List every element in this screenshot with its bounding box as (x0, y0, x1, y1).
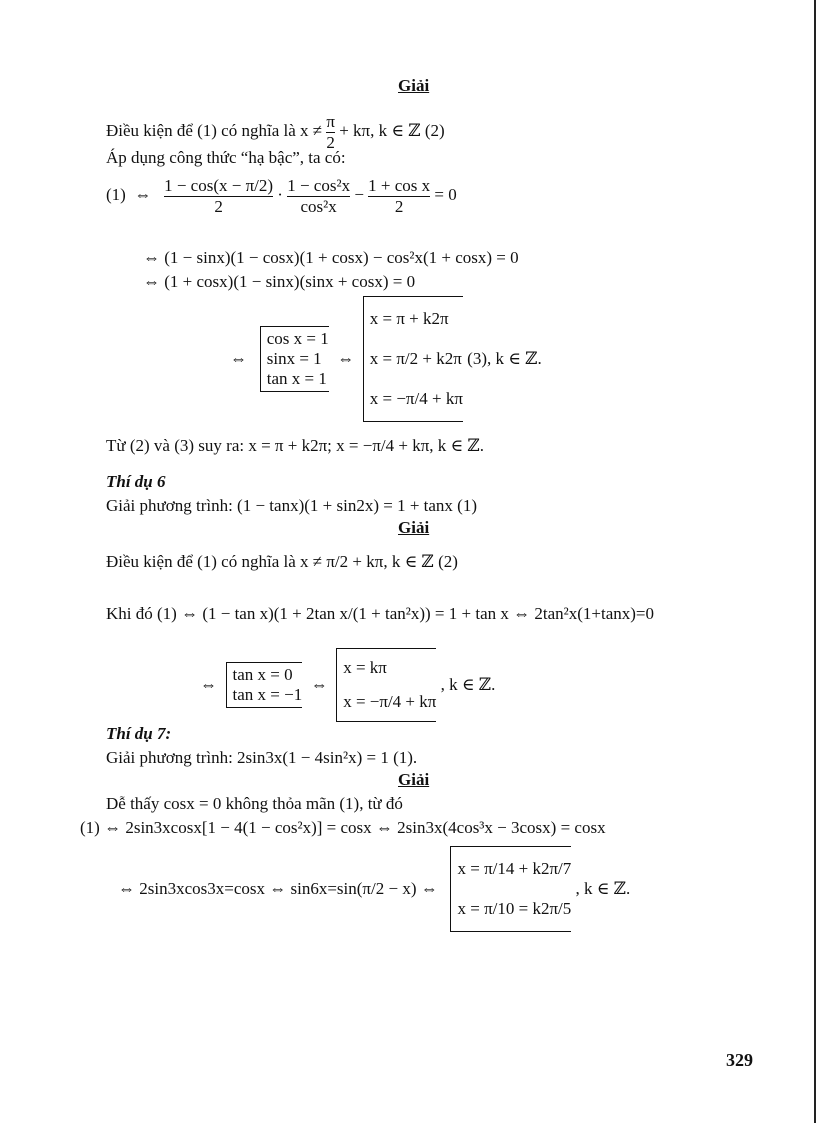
example-7-note: Dễ thấy cosx = 0 không thỏa mãn (1), từ đó (106, 794, 403, 813)
system-1-left-eq-2: sinx = 1 (266, 349, 322, 368)
example-7-problem: Giải phương trình: 2sin3x(1 − 4sin²x) = 1 (1). (106, 748, 418, 767)
example-6-step: Khi đó (1) ⇔ (1 − tan x)(1 + 2tan x/(1 + tan²x)) = 1 + tan x ⇔ 2tan²x(1+tanx)=0 (106, 604, 655, 623)
section-heading-3: Giải (398, 770, 430, 789)
system-3-tail: , k ∈ ℤ. (575, 879, 631, 898)
system-2-left (226, 662, 303, 708)
system-3-right-eq-2: x = π/10 = k2π/5 (457, 899, 572, 918)
system-3-right-eq-1: x = π/14 + k2π/7 (457, 859, 572, 878)
example-7-step-1: (1) ⇔ 2sin3xcosx[1 − 4(1 − cos²x)] = cosx ⇔ 2sin3x(4cos³x − 3cosx) = cosx (80, 818, 606, 837)
section-heading-2: Giải (398, 518, 430, 537)
system-1-left-eq-3: tan x = 1 (266, 369, 327, 388)
system-1-right-eq-1: x = π + k2π (369, 309, 449, 328)
system-1: ⇔ cos x = 1 sinx = 1 tan x = 1 ⇔ x = π + k2π x = π/2 + k2π x = −π/4 + kπ (3), k ∈ ℤ. (230, 296, 542, 422)
system-3 (118, 846, 630, 932)
system-1-right-eq-3: x = −π/4 + kπ (369, 389, 463, 408)
section-heading-1: Giải (398, 76, 430, 95)
system-2-left-eq-2: tan x = −1 (232, 685, 303, 704)
condition-line-2: Điều kiện để (1) có nghĩa là x ≠ π/2 + kπ, k ∈ ℤ (2) (106, 552, 458, 571)
system-1-left (260, 326, 329, 392)
system-2-right-eq-2: x = −π/4 + kπ (343, 692, 437, 711)
system-2-left-eq-1: tan x = 0 (232, 665, 293, 684)
system-1-left-eq-1: cos x = 1 (266, 329, 329, 348)
example-7-title: Thí dụ 7: (106, 724, 172, 743)
equation-line-1: (1) ⇔ $\frac{1 - \cos(x - \pi/2)}{2}$ · $\frac{\text{1 − cos²x}}{\text{cos²x}}$ − $\frac{\text{1 + cos x}}{2}$ = 0 (106, 176, 457, 216)
system-2-right (336, 648, 436, 722)
system-1-right (363, 296, 463, 422)
system-2-right-eq-1: x = kπ (343, 658, 387, 677)
example-6-title: Thí dụ 6 (106, 472, 166, 491)
conclusion-line: Từ (2) và (3) suy ra: x = π + k2π; x = −π/4 + kπ, k ∈ ℤ. (106, 436, 485, 455)
intro-line: Áp dụng công thức “hạ bậc”, ta có: (106, 148, 346, 167)
page-number: 329 (726, 1050, 753, 1070)
example-6-problem: Giải phương trình: (1 − tanx)(1 + sin2x) = 1 + tanx (1) (106, 496, 477, 515)
condition-line-1: Điều kiện để (1) có nghĩa là x ≠ $\frac{\pi}{2}$ + kπ, k ∈ ℤ (2) (106, 112, 445, 152)
example-7-step-2: ⇔ 2sin3xcos3x=cosx ⇔ sin6x=sin(π/2 − x) ⇔ (118, 879, 438, 898)
equation-line-2: ⇔ (1 − sinx)(1 − cosx)(1 + cosx) − cos²x(1 + cosx) = 0 (143, 248, 519, 267)
system-3-right (450, 846, 571, 932)
system-2-tail: , k ∈ ℤ. (440, 675, 496, 694)
system-2: ⇔ tan x = 0 tan x = −1 ⇔ x = kπ x = −π/4 + kπ , k ∈ ℤ. (200, 648, 495, 722)
system-1-right-eq-2: x = π/2 + k2π (369, 349, 462, 368)
equation-line-3: ⇔ (1 + cosx)(1 − sinx)(sinx + cosx) = 0 (143, 272, 416, 291)
system-1-tail: (3), k ∈ ℤ. (467, 349, 542, 368)
